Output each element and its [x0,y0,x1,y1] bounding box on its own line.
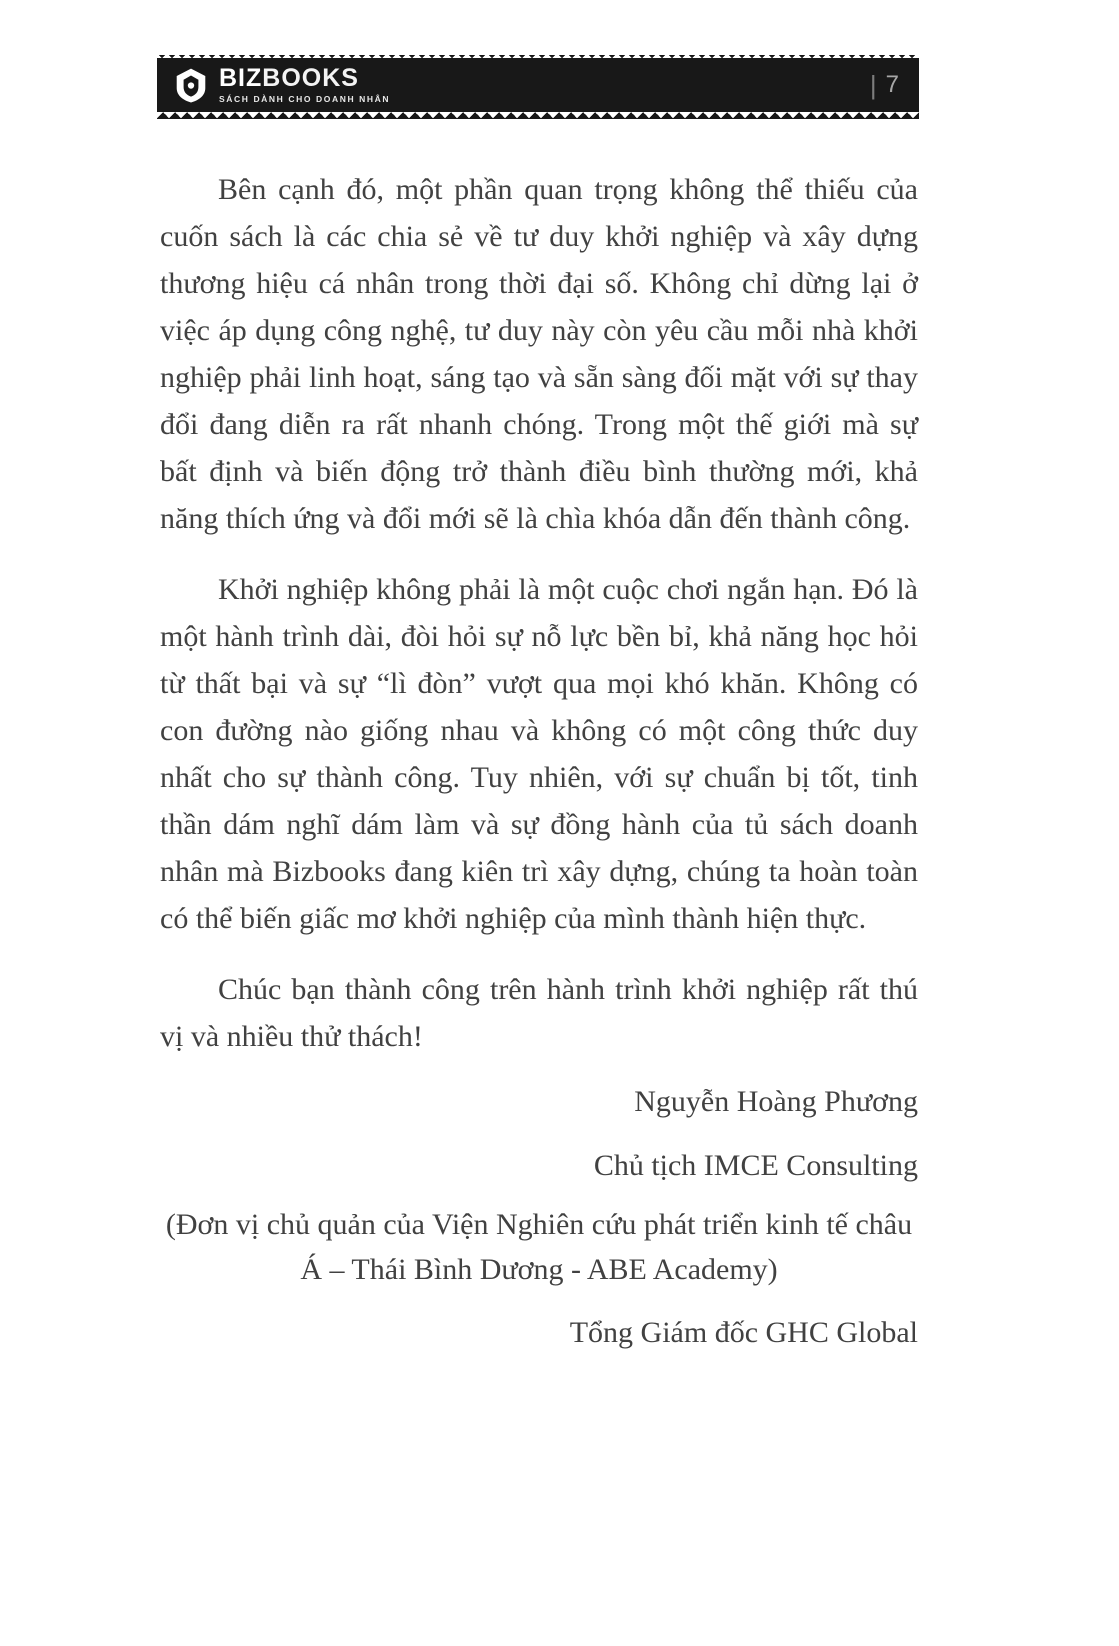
signature-title: Chủ tịch IMCE Consulting [593,1149,918,1182]
page-content [160,166,918,1356]
logo-wordmark [219,66,390,91]
signature-organization: (Đơn vị chủ quản của Viện Nghiên cứu phát triển kinh tế châu Á – Thái Bình Dương - ABE Academy) [165,1208,913,1286]
logo-wordmark-biz: BIZ [219,64,263,93]
page-number-value: 7 [885,71,899,98]
signature-position: Tổng Giám đốc GHC Global [569,1316,918,1349]
bizbooks-logo [173,66,390,104]
page-number-separator: | [869,69,877,100]
paragraph-2: Khởi nghiệp không phải là một cuộc chơi ngắn hạn. Đó là một hành trình dài, đòi hỏi sự nỗ lực bền bỉ, khả năng học hỏi từ thất bại và sự “lì đòn” vượt qua mọi khó khăn. Không có con đường nào giống nhau và không có một công thức duy nhất cho sự thành công. Tuy nhiên, với sự chuẩn bị tốt, tinh thần dám nghĩ dám làm và sự đồng hành của tủ sách doanh nhân mà Bizbooks đang kiên trì xây dựng, chúng ta hoàn toàn có thể biến giấc mơ khởi nghiệp của mình thành hiện thực. [160,573,918,935]
paragraph-3: Chúc bạn thành công trên hành trình khởi nghiệp rất thú vị và nhiều thử thách! [160,973,918,1053]
paragraph-1: Bên cạnh đó, một phần quan trọng không thể thiếu của cuốn sách là các chia sẻ về tư duy khởi nghiệp và xây dựng thương hiệu cá nhân trong thời đại số. Không chỉ dừng lại ở việc áp dụng công nghệ, tư duy này còn yêu cầu mỗi nhà khởi nghiệp phải linh hoạt, sáng tạo và sẵn sàng đối mặt với sự thay đổi đang diễn ra rất nhanh chóng. Trong một thế giới mà sự bất định và biến động trở thành điều bình thường mới, khả năng thích ứng và đổi mới sẽ là chìa khóa dẫn đến thành công. [160,173,918,535]
logo-text-block [219,66,390,104]
logo-tagline: SÁCH DÀNH CHO DOANH NHÂN [219,94,391,105]
logo-wordmark-books: BOOKS [262,64,359,93]
bizbooks-logo-icon [173,67,209,103]
page-header [157,58,919,112]
signature-name: Nguyễn Hoàng Phương [634,1085,918,1118]
page-number [870,70,899,101]
